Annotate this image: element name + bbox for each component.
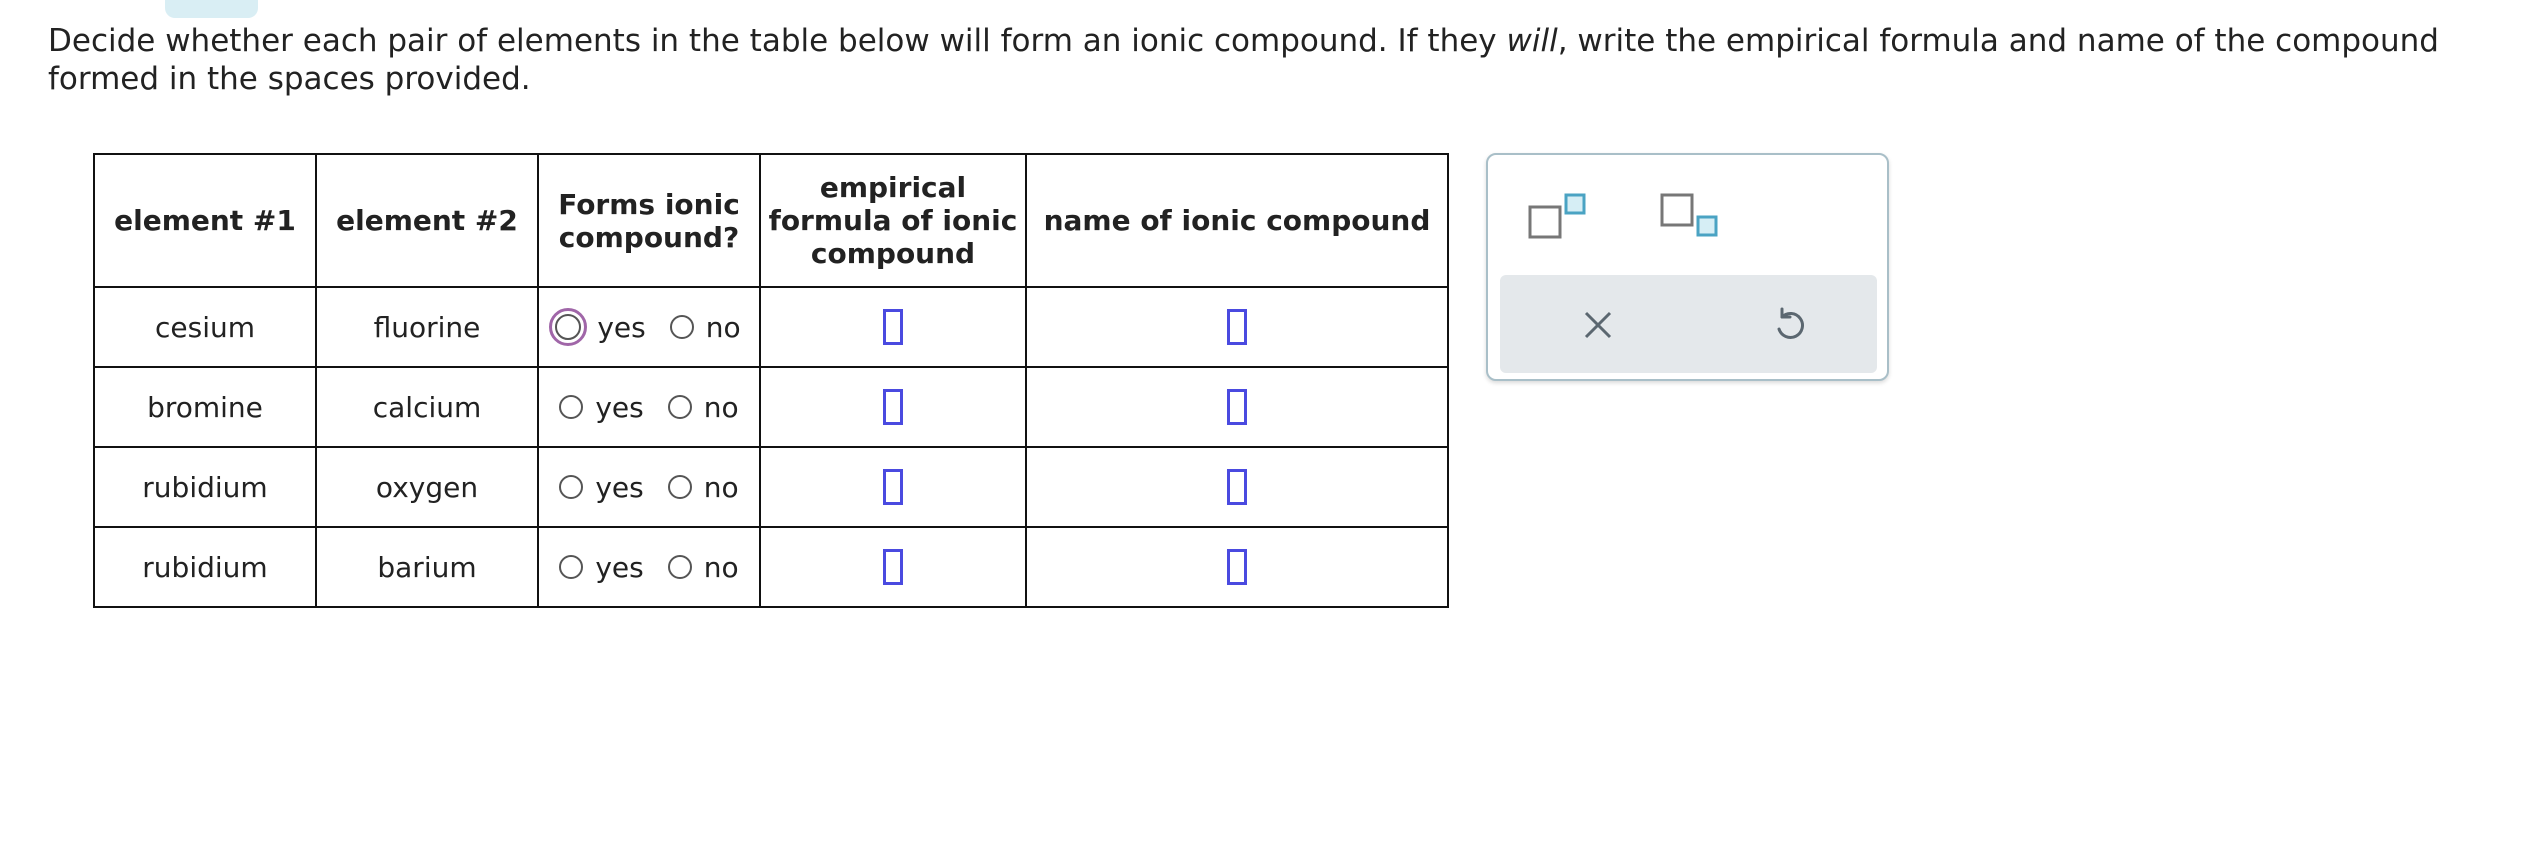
tool-action-bar [1500, 275, 1877, 373]
header-empirical-formula: empirical formula of ionic compound [760, 154, 1026, 287]
prompt-text-1: Decide whether each pair of elements in the table below will form an ionic compound. If they [48, 23, 1507, 59]
subscript-icon [1660, 193, 1724, 243]
forms-ionic-radio-group [539, 391, 759, 424]
formula-input[interactable] [883, 549, 903, 585]
cell-forms-ionic [538, 527, 760, 607]
cell-name [1026, 287, 1448, 367]
forms-ionic-radio-group [539, 308, 759, 346]
table-row [94, 447, 1448, 527]
no-option[interactable] [668, 391, 739, 424]
superscript-button[interactable] [1528, 193, 1592, 243]
cell-name [1026, 527, 1448, 607]
formatting-tool-panel [1486, 153, 1889, 381]
cell-element-2: barium [316, 527, 538, 607]
clear-button[interactable] [1578, 305, 1618, 345]
header-forms-ionic: Forms ionic compound? [538, 154, 760, 287]
table-header-row [94, 154, 1448, 287]
cell-name [1026, 367, 1448, 447]
yes-option[interactable] [559, 551, 643, 584]
yes-option[interactable] [559, 471, 643, 504]
cell-element-1: bromine [94, 367, 316, 447]
cell-forms-ionic [538, 447, 760, 527]
question-prompt [48, 22, 2478, 98]
no-radio[interactable] [668, 475, 692, 499]
no-label: no [705, 310, 741, 344]
no-label: no [703, 470, 739, 504]
cell-element-1: cesium [94, 287, 316, 367]
forms-ionic-radio-group [539, 471, 759, 504]
yes-radio[interactable] [559, 395, 583, 419]
forms-ionic-radio-group [539, 551, 759, 584]
formula-input[interactable] [883, 309, 903, 345]
focus-ring [549, 308, 587, 346]
cell-forms-ionic [538, 287, 760, 367]
no-label: no [703, 550, 739, 584]
header-element-1: element #1 [94, 154, 316, 287]
name-input[interactable] [1227, 309, 1247, 345]
cell-element-1: rubidium [94, 527, 316, 607]
header-element-2: element #2 [316, 154, 538, 287]
name-input[interactable] [1227, 469, 1247, 505]
yes-radio[interactable] [559, 555, 583, 579]
no-option[interactable] [668, 551, 739, 584]
no-radio[interactable] [670, 315, 694, 339]
cell-formula [760, 527, 1026, 607]
cell-element-2: calcium [316, 367, 538, 447]
undo-button[interactable] [1768, 303, 1812, 347]
subscript-button[interactable] [1660, 193, 1724, 243]
yes-label: yes [595, 550, 644, 584]
formula-input[interactable] [883, 389, 903, 425]
yes-radio[interactable] [555, 314, 581, 340]
top-tab[interactable] [165, 0, 258, 18]
cell-element-1: rubidium [94, 447, 316, 527]
cell-formula [760, 287, 1026, 367]
yes-label: yes [595, 390, 644, 424]
table-row [94, 367, 1448, 447]
yes-option[interactable] [557, 308, 645, 346]
no-label: no [703, 390, 739, 424]
name-input[interactable] [1227, 549, 1247, 585]
header-compound-name: name of ionic compound [1026, 154, 1448, 287]
superscript-icon [1528, 193, 1592, 243]
formula-input[interactable] [883, 469, 903, 505]
no-radio[interactable] [668, 555, 692, 579]
prompt-emphasis: will [1506, 23, 1558, 59]
prompt-text-2: , write the empirical formula and name of the compound formed in the spaces provided. [48, 23, 2439, 97]
yes-option[interactable] [559, 391, 643, 424]
ionic-compound-table [93, 153, 1449, 608]
name-input[interactable] [1227, 389, 1247, 425]
cell-formula [760, 447, 1026, 527]
yes-label: yes [597, 310, 646, 344]
undo-icon [1770, 305, 1810, 345]
yes-label: yes [595, 470, 644, 504]
cell-element-2: oxygen [316, 447, 538, 527]
cell-forms-ionic [538, 367, 760, 447]
no-option[interactable] [670, 311, 741, 344]
cell-element-2: fluorine [316, 287, 538, 367]
table-row [94, 527, 1448, 607]
yes-radio[interactable] [559, 475, 583, 499]
cell-formula [760, 367, 1026, 447]
table-row [94, 287, 1448, 367]
no-radio[interactable] [668, 395, 692, 419]
close-icon [1582, 309, 1614, 341]
no-option[interactable] [668, 471, 739, 504]
cell-name [1026, 447, 1448, 527]
